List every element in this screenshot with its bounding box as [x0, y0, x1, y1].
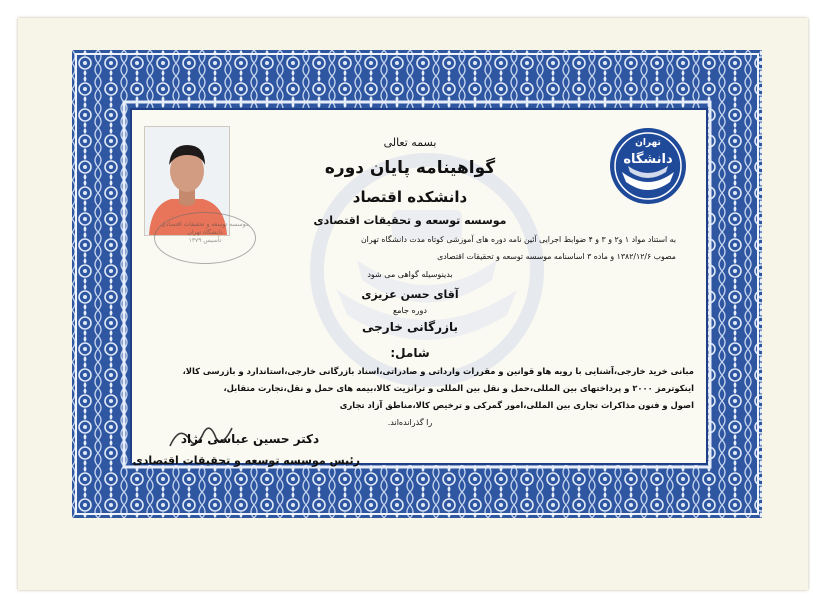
legal-basis-line-2: مصوب ۱۳۸۲/۱۲/۶ و ماده ۳ اساسنامه موسسه توسعه و تحقیقات اقتصادی [437, 252, 676, 261]
institute-name: موسسه توسعه و تحقیقات اقتصادی [313, 214, 507, 227]
certify-statement: بدینوسیله گواهی می شود [367, 270, 453, 279]
course-content-line-3: اصول و فنون مذاکرات تجاری بین المللی،امور گمرکی و ترخیص کالا،مناطق آزاد تجاری [339, 400, 694, 410]
course-name: بازرگانی خارجی [362, 320, 458, 334]
faculty-name: دانشکده اقتصاد [352, 188, 468, 206]
official-stamp: موسسه توسعه و تحقیقات اقتصادی دانشگاه تهران تأسیس ۱۳۷۹ [154, 212, 256, 264]
includes-label: شامل: [390, 346, 430, 360]
signer-name: دکتر حسین عباسی نژاد [180, 432, 320, 446]
recipient-name: آقای حسن عزیزی [361, 288, 459, 301]
course-content-line-2: اینکوترمز ۲۰۰۰ و پرداختهای بین المللی،حمل و نقل بین المللی و ترانزیت کالا،بیمه های حمل و نقل،تجارت متقابل، [223, 383, 694, 393]
university-logo [608, 126, 688, 206]
legal-basis-line-1: به استناد مواد ۱ و۲ و ۳ و ۴ ضوابط اجرایی آئین نامه دوره های آموزشی کوتاه مدت دانشگاه تهران [360, 235, 676, 244]
course-content-line-1: مبانی خرید خارجی،آشنایی با رویه هاو قوانین و مقررات وارداتی و صادراتی،اسناد بازرگانی خارجی،استاندارد و بازرسی کالا، [182, 366, 694, 376]
logo-top-text: تهران [635, 138, 661, 148]
bismillah: بسمه تعالی [383, 136, 437, 149]
signer-title: رئیس موسسه توسعه و تحقیقات اقتصادی [132, 454, 360, 467]
certificate-title: گواهینامه پایان دوره [324, 158, 496, 178]
completion-text: را گذرانده‌اند. [387, 418, 433, 427]
logo-main-text: دانشگاه [623, 152, 673, 167]
course-type: دوره جامع [393, 306, 427, 315]
